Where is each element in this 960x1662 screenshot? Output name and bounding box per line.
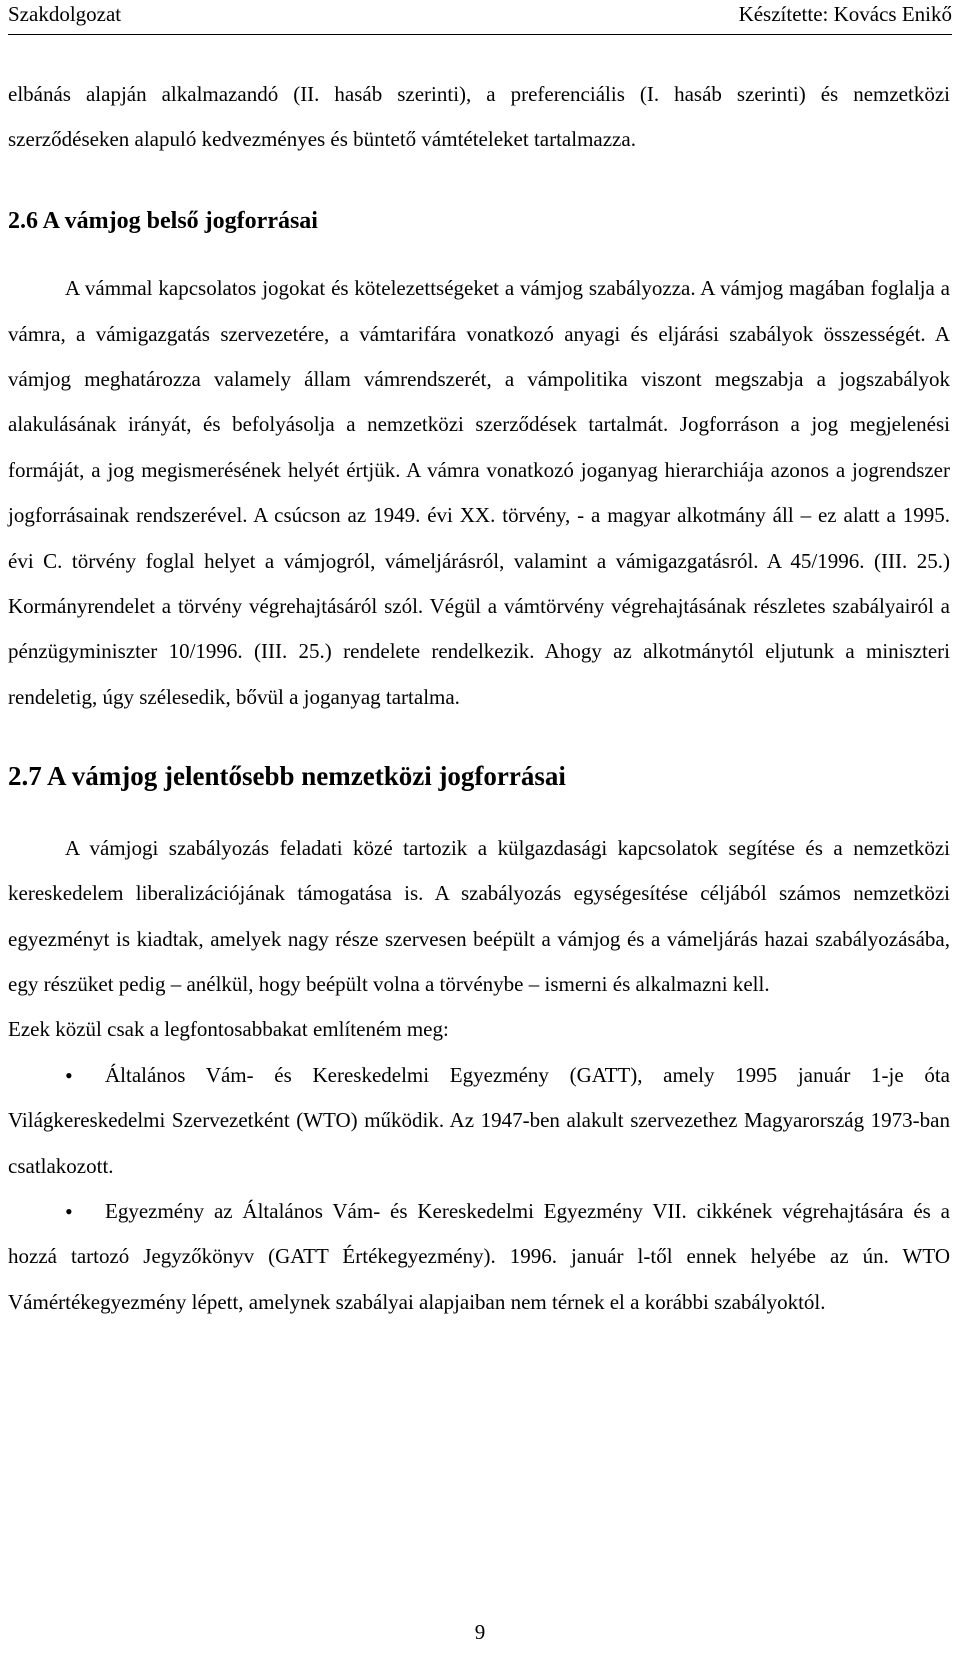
page-number: 9 [474,1620,486,1644]
section-heading-2-7: 2.7 A vámjog jelentősebb nemzetközi jogforrásai [8,761,566,792]
section-2-6-paragraph: A vámmal kapcsolatos jogokat és kötelezettségeket a vámjog szabályozza. A vámjog magában foglalja a vámra, a vámigazgatás szervezetére, a vámtarifára vonatkozó anyagi és eljárási szabályok összességét. A vámjog meghatározza valamely állam vámrendszerét, a vámpolitika viszont megszabja a jogszabályok alakulásának irányát, és befolyásolja a nemzetközi szerződések tartalmát. Jogforráson a jog megjelenési formáját, a jog megismerésének helyét értjük. A vámra vonatkozó joganyag hierarchiája azonos a jogrendszer jogforrásainak rendszerével. A csúcson az 1949. évi XX. törvény, - a magyar alkotmány áll – ez alatt a 1995. évi C. törvény foglal helyet a vámjogról, vámeljárásról, valamint a vámigazgatásról. A 45/1996. (III. 25.) Kormányrendelet a törvény végrehajtásáról szól. Végül a vámtörvény végrehajtásának részletes szabályairól a pénzügyminiszter 10/1996. (III. 25.) rendelete rendelkezik. Ahogy az alkotmánytól eljutunk a miniszteri rendeletig, úgy szélesedik, bővül a joganyag tartalma. [8,276,950,709]
header-author: Készítette: Kovács Enikő [738,2,952,26]
page-content [8,72,950,1325]
bullet-icon: • [65,1062,73,1088]
list-item-text: Egyezmény az Általános Vám- és Kereskedelmi Egyezmény VII. cikkének végrehajtására és a hozzá tartozó Jegyzőkönyv (GATT Értékegyezmény). 1996. január l-től ennek helyébe az ún. WTO Vámértékegyezmény lépett, amelynek szabályai alapjaiban nem térnek el a korábbi szabályoktól. [8,1198,950,1314]
list-item [8,1189,950,1325]
header-document-title: Szakdolgozat [8,2,122,26]
list-intro: Ezek közül csak a legfontosabbakat említeném meg: [8,1017,449,1042]
list-item [8,1053,950,1189]
page-header [8,0,952,35]
section-2-7-paragraph: A vámjogi szabályozás feladati közé tartozik a külgazdasági kapcsolatok segítése és a nemzetközi kereskedelem liberalizációjának támogatása is. A szabályozás egységesítése céljából számos nemzetközi egyezményt is kiadtak, amelyek nagy része szervesen beépült a vámjog és a vámeljárás hazai szabályozásába, egy részüket pedig – anélkül, hogy beépült volna a törvénybe – ismerni és alkalmazni kell. [8,835,950,996]
section-heading-2-6: 2.6 A vámjog belső jogforrásai [8,207,318,234]
list-item-text: Általános Vám- és Kereskedelmi Egyezmény (GATT), amely 1995 január 1-je óta Világkereskedelmi Szervezetként (WTO) működik. Az 1947-ben alakult szervezethez Magyarország 1973-ban csatlakozott. [8,1062,950,1178]
bullet-icon: • [65,1198,73,1224]
continuation-paragraph: elbánás alapján alkalmazandó (II. hasáb szerinti), a preferenciális (I. hasáb szerinti) és nemzetközi szerződéseken alapuló kedvezményes és büntető vámtételeket tartalmazza. [8,82,950,152]
